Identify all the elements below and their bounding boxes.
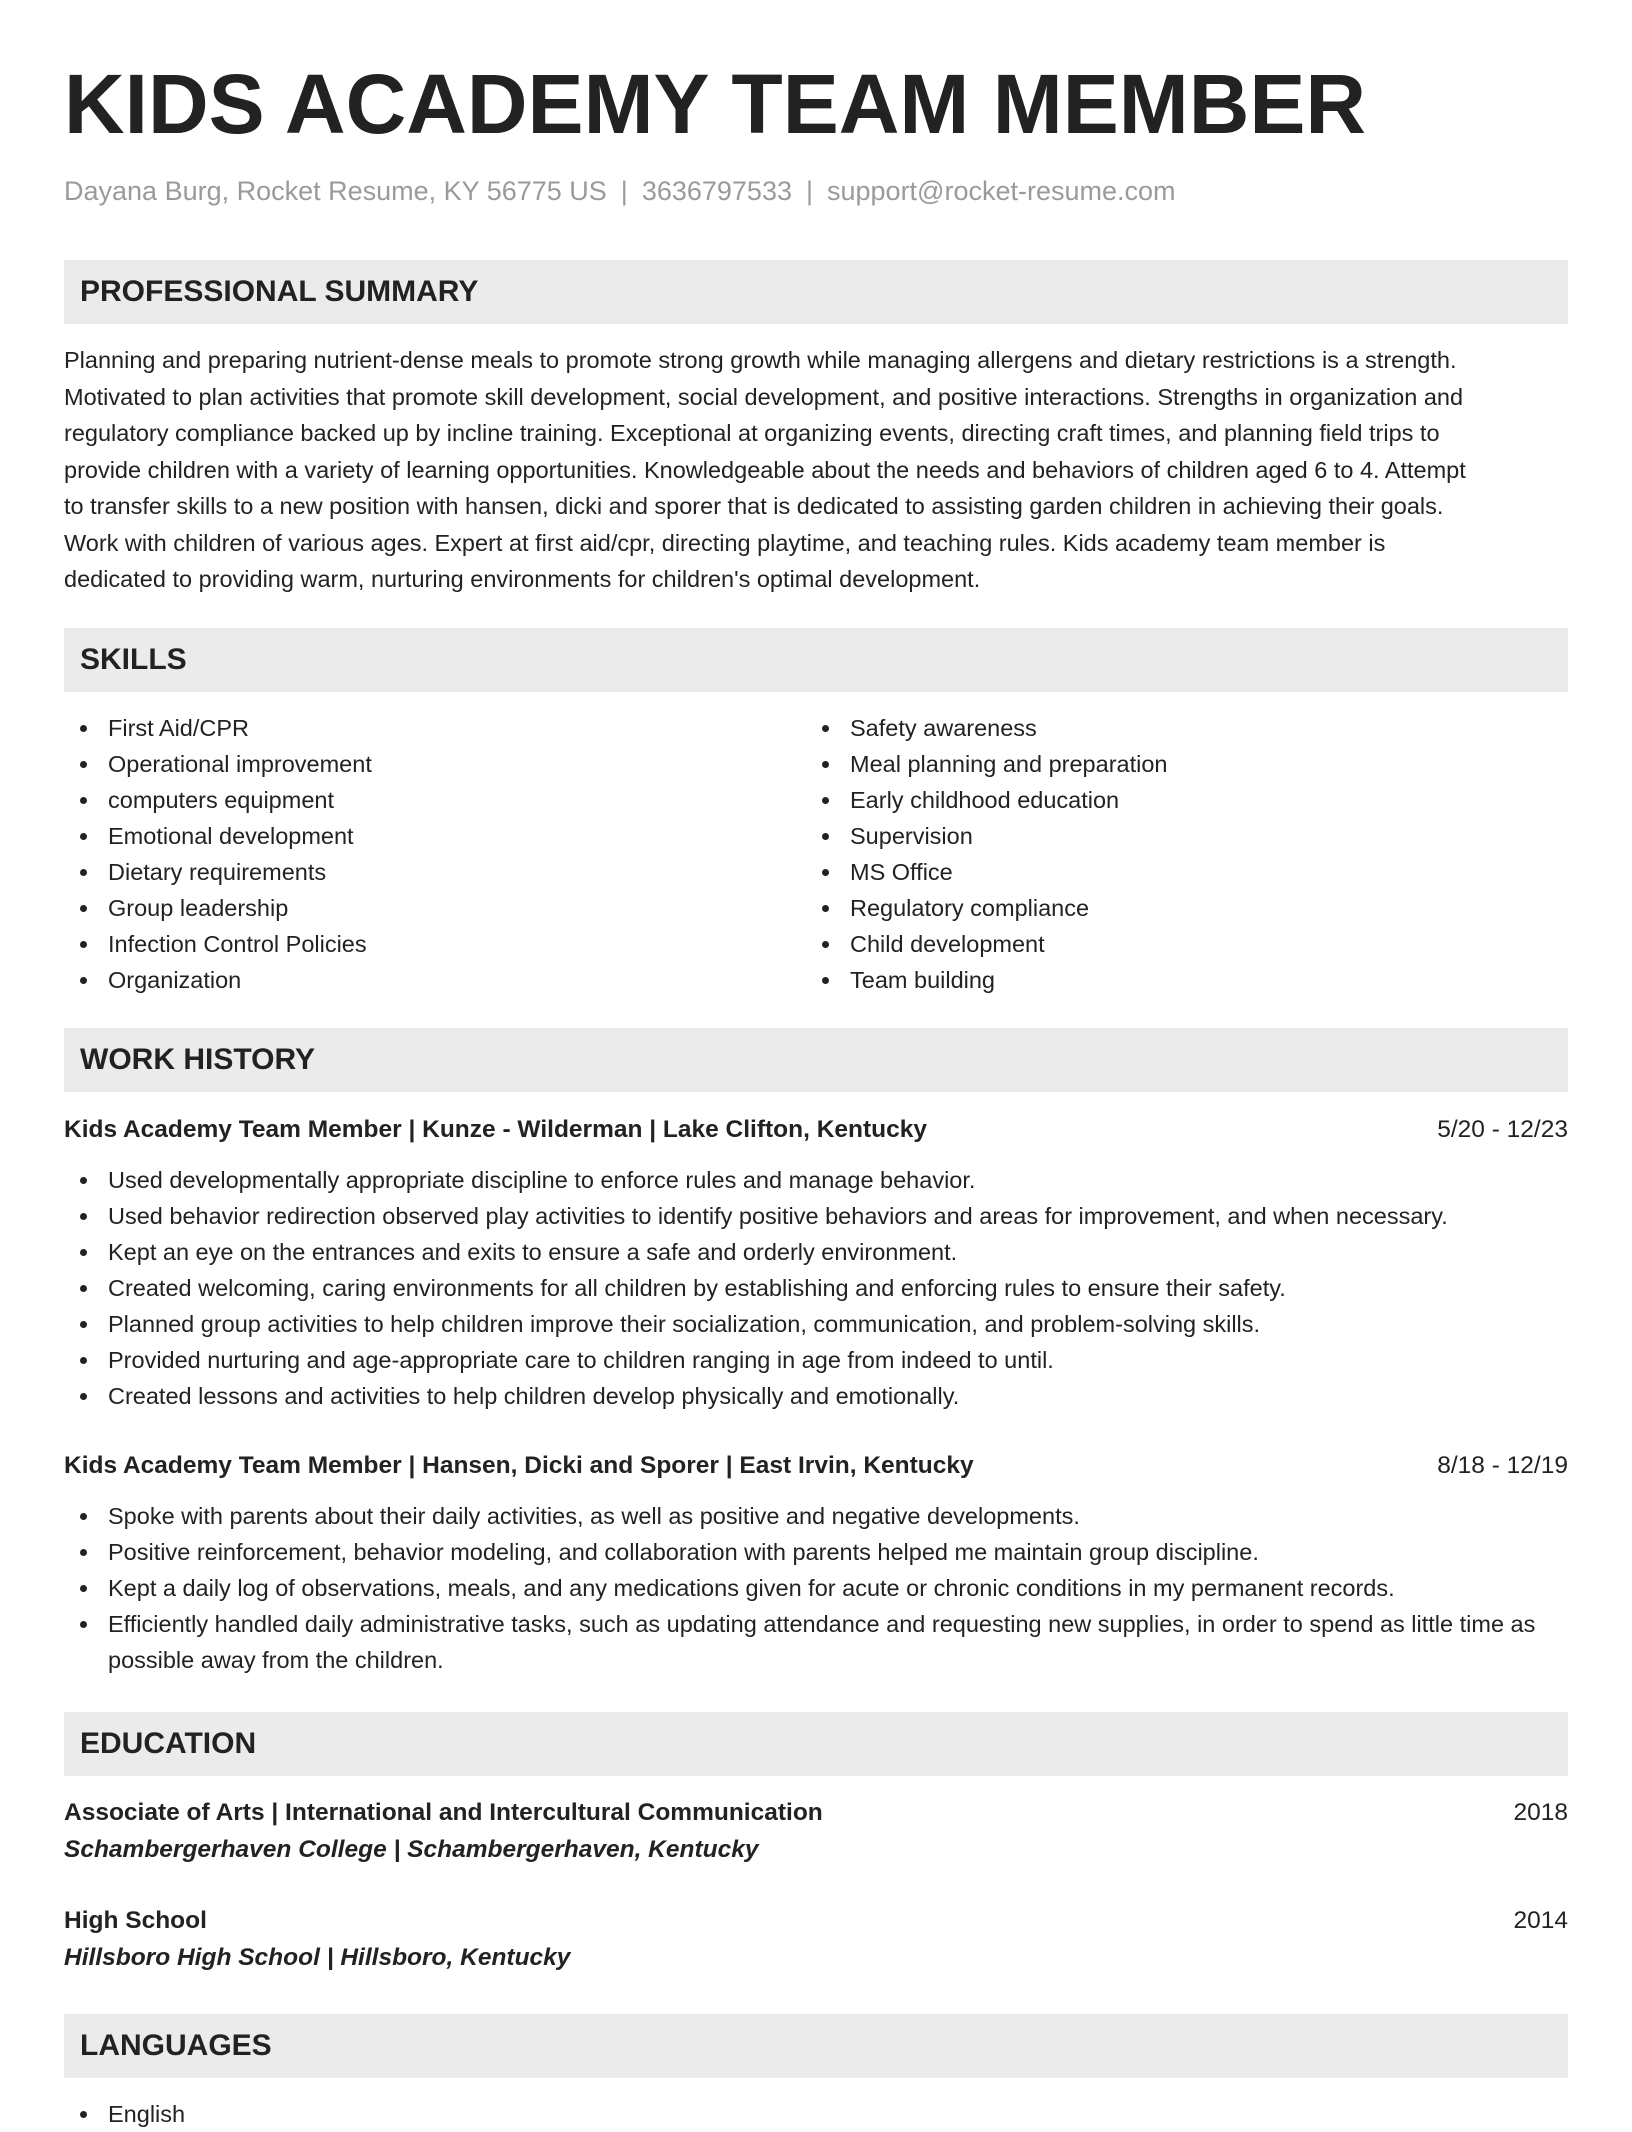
education-school: Hillsboro High School | Hillsboro, Kentucky (64, 1943, 571, 1971)
job-bullet: Created welcoming, caring environments for all children by establishing and enforcing rules to ensure their safety. (64, 1270, 1568, 1306)
skill-item: Infection Control Policies (64, 926, 806, 962)
skills-section (64, 628, 1568, 998)
summary-section (64, 260, 1568, 598)
contact-separator: | (805, 176, 813, 206)
contact-separator: | (620, 176, 628, 206)
languages-list (64, 2096, 1568, 2132)
contact-email: support@rocket-resume.com (827, 176, 1176, 206)
job-entry (64, 1448, 1568, 1678)
job-bullet: Kept a daily log of observations, meals, and any medications given for acute or chronic conditions in my permanent records. (64, 1570, 1568, 1606)
skill-item: Dietary requirements (64, 854, 806, 890)
job-dates: 5/20 - 12/23 (1437, 1115, 1568, 1143)
education-degree: High School (64, 1906, 207, 1934)
summary-text (64, 342, 1568, 598)
skills-list-right (806, 710, 1548, 998)
skill-item: Operational improvement (64, 746, 806, 782)
summary-line: regulatory compliance backed up by incline training. Exceptional at organizing events, directing craft times, and planning field trips to (64, 420, 1440, 446)
job-bullet: Spoke with parents about their daily activities, as well as positive and negative developments. (64, 1498, 1568, 1534)
skill-item: Group leadership (64, 890, 806, 926)
education-degree: Associate of Arts | International and Intercultural Communication (64, 1798, 823, 1826)
job-bullet: Positive reinforcement, behavior modeling, and collaboration with parents helped me maintain group discipline. (64, 1534, 1568, 1570)
job-bullet: Planned group activities to help children improve their socialization, communication, and problem-solving skills. (64, 1306, 1568, 1342)
work-history-heading: WORK HISTORY (64, 1028, 1568, 1092)
education-year: 2014 (1513, 1906, 1568, 1934)
summary-line: Planning and preparing nutrient-dense meals to promote strong growth while managing allergens and dietary restrictions is a strength. (64, 347, 1457, 373)
education-heading: EDUCATION (64, 1712, 1568, 1776)
job-entry (64, 1112, 1568, 1414)
education-school: Schambergerhaven College | Schambergerhaven, Kentucky (64, 1835, 759, 1863)
skill-item: Emotional development (64, 818, 806, 854)
job-title: Kids Academy Team Member | Kunze - Wilderman | Lake Clifton, Kentucky (64, 1115, 928, 1143)
summary-line: Work with children of various ages. Expert at first aid/cpr, directing playtime, and teaching rules. Kids academy team member is (64, 529, 1386, 556)
job-title: Kids Academy Team Member | Hansen, Dicki and Sporer | East Irvin, Kentucky (64, 1451, 974, 1479)
job-header (64, 1112, 1568, 1148)
skill-item: Early childhood education (806, 782, 1548, 818)
education-header (64, 1794, 1568, 1831)
education-year: 2018 (1513, 1798, 1568, 1826)
job-bullets (64, 1498, 1568, 1678)
education-entry (64, 1902, 1568, 1976)
job-bullet: Used behavior redirection observed play activities to identify positive behaviors and areas for improvement, and when necessary. (64, 1198, 1568, 1234)
work-history-section (64, 1028, 1568, 1678)
skill-item: Organization (64, 962, 806, 998)
education-section (64, 1712, 1568, 1976)
job-dates: 8/18 - 12/19 (1437, 1451, 1568, 1479)
job-bullet: Provided nurturing and age-appropriate care to children ranging in age from indeed to until. (64, 1342, 1568, 1378)
skill-item: Team building (806, 962, 1548, 998)
skills-grid (64, 710, 1568, 998)
job-header (64, 1448, 1568, 1484)
skill-item: Supervision (806, 818, 1548, 854)
summary-line: dedicated to providing warm, nurturing environments for children's optimal development. (64, 566, 981, 592)
skills-heading: SKILLS (64, 628, 1568, 692)
languages-heading: LANGUAGES (64, 2014, 1568, 2078)
summary-line: provide children with a variety of learning opportunities. Knowledgeable about the needs and behaviors of children aged 6 to 4. Attempt (64, 456, 1466, 483)
skill-item: Regulatory compliance (806, 890, 1548, 926)
summary-heading: PROFESSIONAL SUMMARY (64, 260, 1568, 324)
contact-phone: 3636797533 (641, 176, 792, 206)
skill-item: computers equipment (64, 782, 806, 818)
skill-item: Safety awareness (806, 710, 1548, 746)
summary-line: Motivated to plan activities that promote skill development, social development, and positive interactions. Strengths in organization and (64, 383, 1464, 410)
skill-item: MS Office (806, 854, 1548, 890)
job-bullet: Kept an eye on the entrances and exits to ensure a safe and orderly environment. (64, 1234, 1568, 1270)
skills-list-left (64, 710, 806, 998)
education-entry (64, 1794, 1568, 1868)
resume-title: KIDS ACADEMY TEAM MEMBER (64, 57, 1367, 151)
skill-item: Child development (806, 926, 1548, 962)
skill-item: First Aid/CPR (64, 710, 806, 746)
education-header (64, 1902, 1568, 1939)
summary-line: to transfer skills to a new position with hansen, dicki and sporer that is dedicated to assisting garden children in achieving their goals. (64, 493, 1444, 519)
contact-line (64, 174, 1568, 208)
language-item: English (64, 2096, 1568, 2132)
job-bullet: Efficiently handled daily administrative tasks, such as updating attendance and requesting new supplies, in order to spend as little time as possible away from the children. (64, 1606, 1568, 1678)
job-bullet: Created lessons and activities to help children develop physically and emotionally. (64, 1378, 1568, 1414)
languages-section (64, 2014, 1568, 2132)
job-bullet: Used developmentally appropriate discipline to enforce rules and manage behavior. (64, 1162, 1568, 1198)
job-bullets (64, 1162, 1568, 1414)
skill-item: Meal planning and preparation (806, 746, 1548, 782)
contact-address: Dayana Burg, Rocket Resume, KY 56775 US (64, 176, 607, 206)
